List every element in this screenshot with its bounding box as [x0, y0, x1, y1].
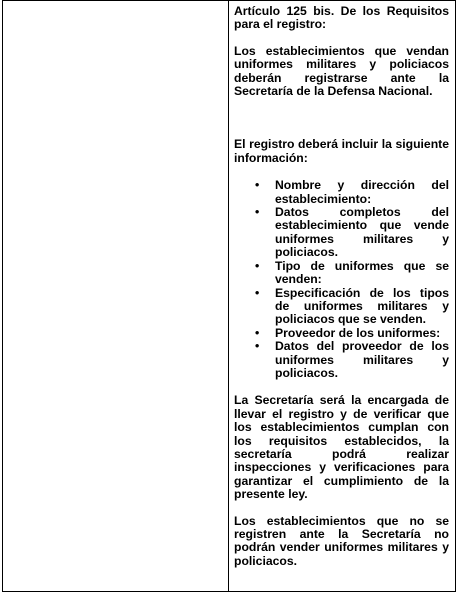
list-item: • Nombre y dirección del establecimiento: — [255, 179, 449, 206]
comparison-table — [2, 0, 456, 592]
paragraph-registration: Los establecimientos que vendan uniformes militares y policiacos deberán registrarse ante la Secretaría de la Defensa Nacional. — [234, 43, 449, 99]
paragraph-sanction: Los establecimientos que no se registren ante la Secretaría no podrán vender uniformes militares y policiacos. — [234, 513, 449, 568]
article-heading: Artículo 125 bis. De los Requisitos para el registro: — [234, 4, 449, 32]
list-item: • Tipo de uniformes que se venden: — [255, 260, 449, 287]
requirements-list — [234, 179, 449, 380]
paragraph-registry-info: El registro deberá incluir la siguiente información: — [234, 137, 449, 165]
paragraph-secretariat-duties: La Secretaría será la encargada de llevar el registro y de verificar que los establecimientos cumplan con los requisitos establecidos, la secretaría podrá realizar inspecciones y verificaciones para garantizar el cumplimiento de la presente ley. — [234, 393, 449, 502]
list-item: • Proveedor de los uniformes: — [255, 327, 449, 340]
left-column-cell — [3, 1, 229, 591]
right-column-cell — [229, 1, 455, 591]
list-item: • Especificación de los tipos de uniformes militares y policiacos que se venden. — [255, 287, 449, 327]
list-item: • Datos del proveedor de los uniformes militares y policiacos. — [255, 340, 449, 380]
list-item: • Datos completos del establecimiento que vende uniformes militares y policiacos. — [255, 206, 449, 260]
